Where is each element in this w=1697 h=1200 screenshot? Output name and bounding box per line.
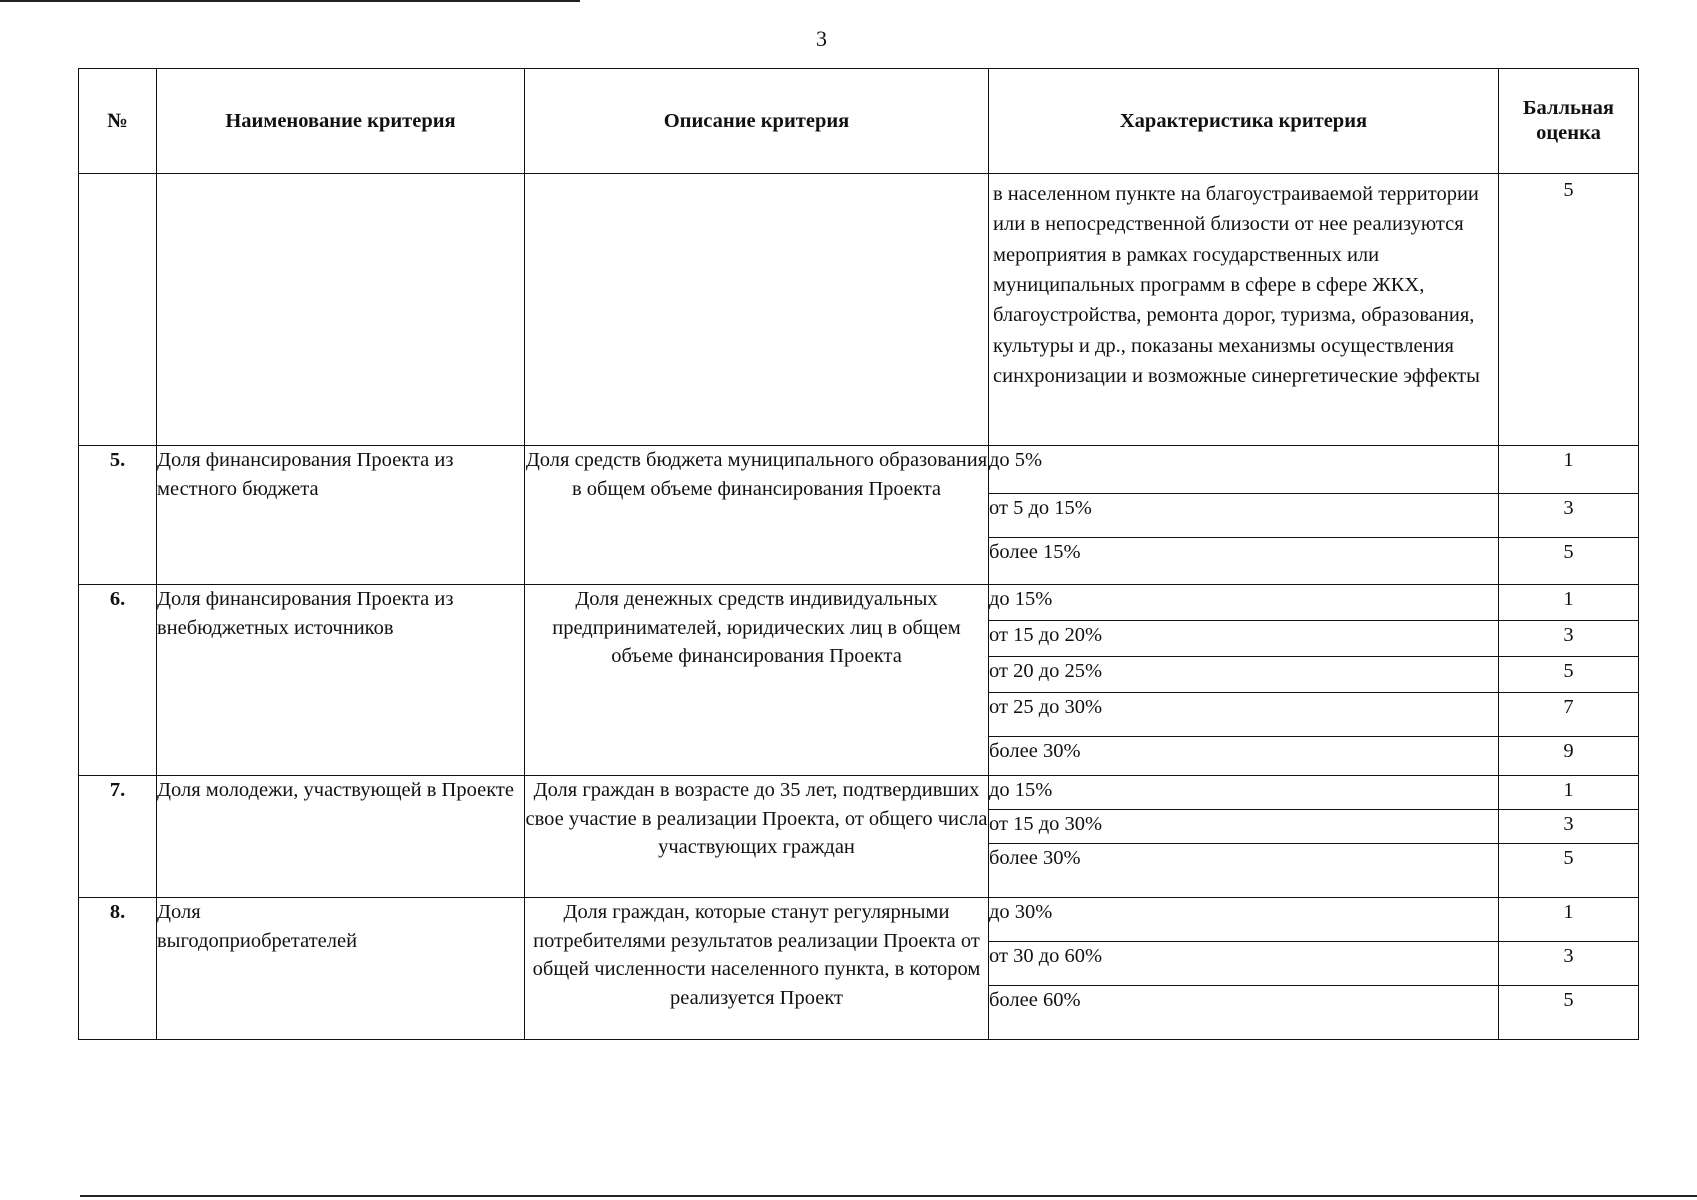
criterion-description: Доля денежных средств индивидуальных предпринимателей, юридических лиц в общем объеме финансирования Проекта [525,585,989,776]
continuation-name-cell [157,174,525,446]
option-score: 1 [1499,585,1639,621]
option-score: 1 [1499,776,1639,810]
table-header-row [79,69,1639,174]
option-score: 5 [1499,538,1639,585]
row-num: 5. [79,446,157,585]
header-score: Балльная оценка [1499,69,1639,174]
criterion-name: Доля выгодоприобретателей [157,898,525,1040]
option-score: 7 [1499,693,1639,737]
criteria-table [78,68,1639,1040]
option-label: более 30% [989,844,1499,898]
criterion-description: Доля граждан в возрасте до 35 лет, подтвердивших свое участие в реализации Проекта, от общего числа участвующих граждан [525,776,989,898]
option-label: от 15 до 20% [989,621,1499,657]
bottom-rule [80,1195,1697,1197]
option-label: до 15% [989,585,1499,621]
option-score: 9 [1499,737,1639,776]
option-label: от 15 до 30% [989,810,1499,844]
option-label: до 30% [989,898,1499,942]
row-num: 8. [79,898,157,1040]
continuation-characteristic: в населенном пункте на благоустраиваемой территории или в непосредственной близости от нее реализуются мероприятия в рамках государственных или муниципальных программ в сфере в сфере ЖКХ, благоустройства, ремонта дорог, туризма, образования, культуры и др., показаны механизмы осуществления синхронизации и возможные синергетические эффекты [989,174,1499,446]
option-label: от 20 до 25% [989,657,1499,693]
option-score: 1 [1499,898,1639,942]
page-number: 3 [816,26,827,51]
option-label: от 30 до 60% [989,942,1499,986]
option-label: более 15% [989,538,1499,585]
table-row [79,174,1639,446]
criterion-name: Доля финансирования Проекта из местного бюджета [157,446,525,585]
header-characteristic: Характеристика критерия [989,69,1499,174]
option-label: от 5 до 15% [989,494,1499,538]
continuation-num-cell [79,174,157,446]
option-label: до 15% [989,776,1499,810]
criterion-description: Доля граждан, которые станут регулярными потребителями результатов реализации Проекта от общей численности населенного пункта, в котором реализуется Проект [525,898,989,1040]
option-label: от 25 до 30% [989,693,1499,737]
criterion-description: Доля средств бюджета муниципального образования в общем объеме финансирования Проекта [525,446,989,585]
header-description: Описание критерия [525,69,989,174]
continuation-score: 5 [1499,174,1639,446]
table-row [79,585,1639,621]
option-score: 5 [1499,844,1639,898]
row-num: 7. [79,776,157,898]
option-score: 5 [1499,657,1639,693]
table-row [79,776,1639,810]
top-rule [0,0,580,2]
option-score: 1 [1499,446,1639,494]
criterion-name: Доля молодежи, участвующей в Проекте [157,776,525,898]
option-score: 3 [1499,494,1639,538]
option-label: более 30% [989,737,1499,776]
continuation-description-cell [525,174,989,446]
row-num: 6. [79,585,157,776]
header-num: № [79,69,157,174]
option-label: до 5% [989,446,1499,494]
option-score: 3 [1499,810,1639,844]
option-score: 3 [1499,942,1639,986]
criterion-name: Доля финансирования Проекта из внебюджетных источников [157,585,525,776]
table-row [79,898,1639,942]
table-row [79,446,1639,494]
header-name: Наименование критерия [157,69,525,174]
option-score: 3 [1499,621,1639,657]
option-label: более 60% [989,986,1499,1040]
option-score: 5 [1499,986,1639,1040]
